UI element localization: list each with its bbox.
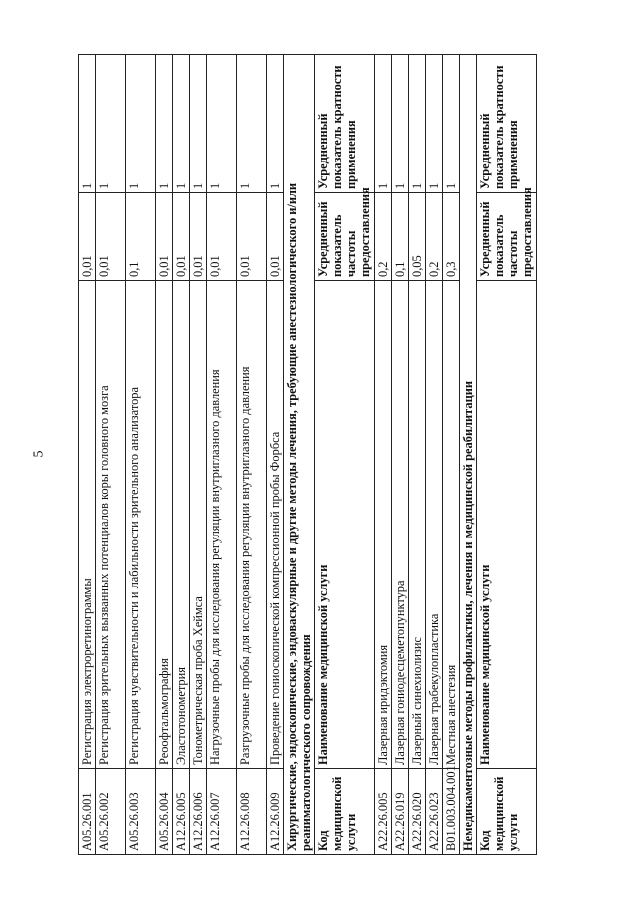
- table-row: [443, 55, 460, 855]
- code-cell: A22.26.005: [375, 769, 392, 855]
- freq-cell: 0,1: [126, 193, 156, 281]
- mult-cell: 1: [392, 55, 409, 193]
- header-name: Наименование медицинской услуги: [477, 281, 537, 769]
- code-cell: A12.26.006: [190, 769, 207, 855]
- freq-cell: 0,01: [190, 193, 207, 281]
- mult-cell: 1: [375, 55, 392, 193]
- table-row: [426, 55, 443, 855]
- header-code: Код медицинской услуги: [477, 769, 537, 855]
- name-cell: Регистрация электроретинограммы: [79, 281, 96, 769]
- name-cell: Регистрация чувствительности и лабильности зрительного анализатора: [126, 281, 156, 769]
- freq-cell: 0,01: [79, 193, 96, 281]
- header-freq: Усредненный показатель частоты предоставления: [315, 193, 375, 281]
- header-mult: Усредненный показатель кратности применения: [477, 55, 537, 193]
- code-cell: A12.26.005: [173, 769, 190, 855]
- freq-cell: 0,3: [443, 193, 460, 281]
- services-table: [78, 54, 537, 855]
- table-row: [237, 55, 267, 855]
- mult-cell: 1: [426, 55, 443, 193]
- mult-cell: 1: [126, 55, 156, 193]
- table-row: [409, 55, 426, 855]
- mult-cell: 1: [173, 55, 190, 193]
- header-row: [477, 55, 537, 855]
- name-cell: Проведение гониоскопической компрессионной пробы Форбса: [267, 281, 284, 769]
- section-heading: Хирургические, эндоскопические, эндоваскулярные и другие методы лечения, требующие анестезиологического и/или реаниматологического сопровождения: [284, 55, 315, 855]
- code-cell: A22.26.023: [426, 769, 443, 855]
- name-cell: Тонометрическая проба Хеймса: [190, 281, 207, 769]
- table-row: [207, 55, 237, 855]
- name-cell: Разгрузочные пробы для исследования регуляции внутриглазного давления: [237, 281, 267, 769]
- freq-cell: 0,01: [207, 193, 237, 281]
- table-row: [79, 55, 96, 855]
- freq-cell: 0,1: [392, 193, 409, 281]
- header-freq: Усредненный показатель частоты предоставления: [477, 193, 537, 281]
- code-cell: A22.26.020: [409, 769, 426, 855]
- code-cell: A05.26.002: [96, 769, 126, 855]
- name-cell: Лазерный синехиолизис: [409, 281, 426, 769]
- freq-cell: 0,01: [237, 193, 267, 281]
- name-cell: Местная анестезия: [443, 281, 460, 769]
- mult-cell: 1: [409, 55, 426, 193]
- mult-cell: 1: [207, 55, 237, 193]
- freq-cell: 0,2: [375, 193, 392, 281]
- freq-cell: 0,01: [96, 193, 126, 281]
- code-cell: A12.26.008: [237, 769, 267, 855]
- section-heading-row: [460, 55, 477, 855]
- name-cell: Эластотонометрия: [173, 281, 190, 769]
- code-cell: A12.26.009: [267, 769, 284, 855]
- table-row: [267, 55, 284, 855]
- name-cell: Лазерная трабекулопластика: [426, 281, 443, 769]
- mult-cell: 1: [443, 55, 460, 193]
- table-row: [392, 55, 409, 855]
- freq-cell: 0,01: [267, 193, 284, 281]
- name-cell: Нагрузочные пробы для исследования регуляции внутриглазного давления: [207, 281, 237, 769]
- header-name: Наименование медицинской услуги: [315, 281, 375, 769]
- mult-cell: 1: [237, 55, 267, 193]
- code-cell: A05.26.001: [79, 769, 96, 855]
- table-row: [375, 55, 392, 855]
- name-cell: Лазерная гониодесцеметопунктура: [392, 281, 409, 769]
- section-heading: Немедикаментозные методы профилактики, лечения и медицинской реабилитации: [460, 55, 477, 855]
- table-row: [96, 55, 126, 855]
- name-cell: Реоофтальмография: [156, 281, 173, 769]
- code-cell: A05.26.003: [126, 769, 156, 855]
- section-heading-row: [284, 55, 315, 855]
- page-number: 5: [31, 450, 47, 458]
- services-table-rotated: [78, 55, 618, 855]
- header-mult: Усредненный показатель кратности применения: [315, 55, 375, 193]
- header-row: [315, 55, 375, 855]
- code-cell: A22.26.019: [392, 769, 409, 855]
- code-cell: A05.26.004: [156, 769, 173, 855]
- mult-cell: 1: [190, 55, 207, 193]
- freq-cell: 0,01: [156, 193, 173, 281]
- header-code: Код медицинской услуги: [315, 769, 375, 855]
- name-cell: Лазерная иридэктомия: [375, 281, 392, 769]
- name-cell: Регистрация зрительных вызванных потенциалов коры головного мозга: [96, 281, 126, 769]
- mult-cell: 1: [79, 55, 96, 193]
- code-cell: A12.26.007: [207, 769, 237, 855]
- freq-cell: 0,05: [409, 193, 426, 281]
- table-row: [126, 55, 156, 855]
- freq-cell: 0,01: [173, 193, 190, 281]
- mult-cell: 1: [96, 55, 126, 193]
- code-cell: B01.003.004.001: [443, 769, 460, 855]
- freq-cell: 0,2: [426, 193, 443, 281]
- mult-cell: 1: [267, 55, 284, 193]
- table-row: [173, 55, 190, 855]
- table-row: [156, 55, 173, 855]
- mult-cell: 1: [156, 55, 173, 193]
- table-row: [190, 55, 207, 855]
